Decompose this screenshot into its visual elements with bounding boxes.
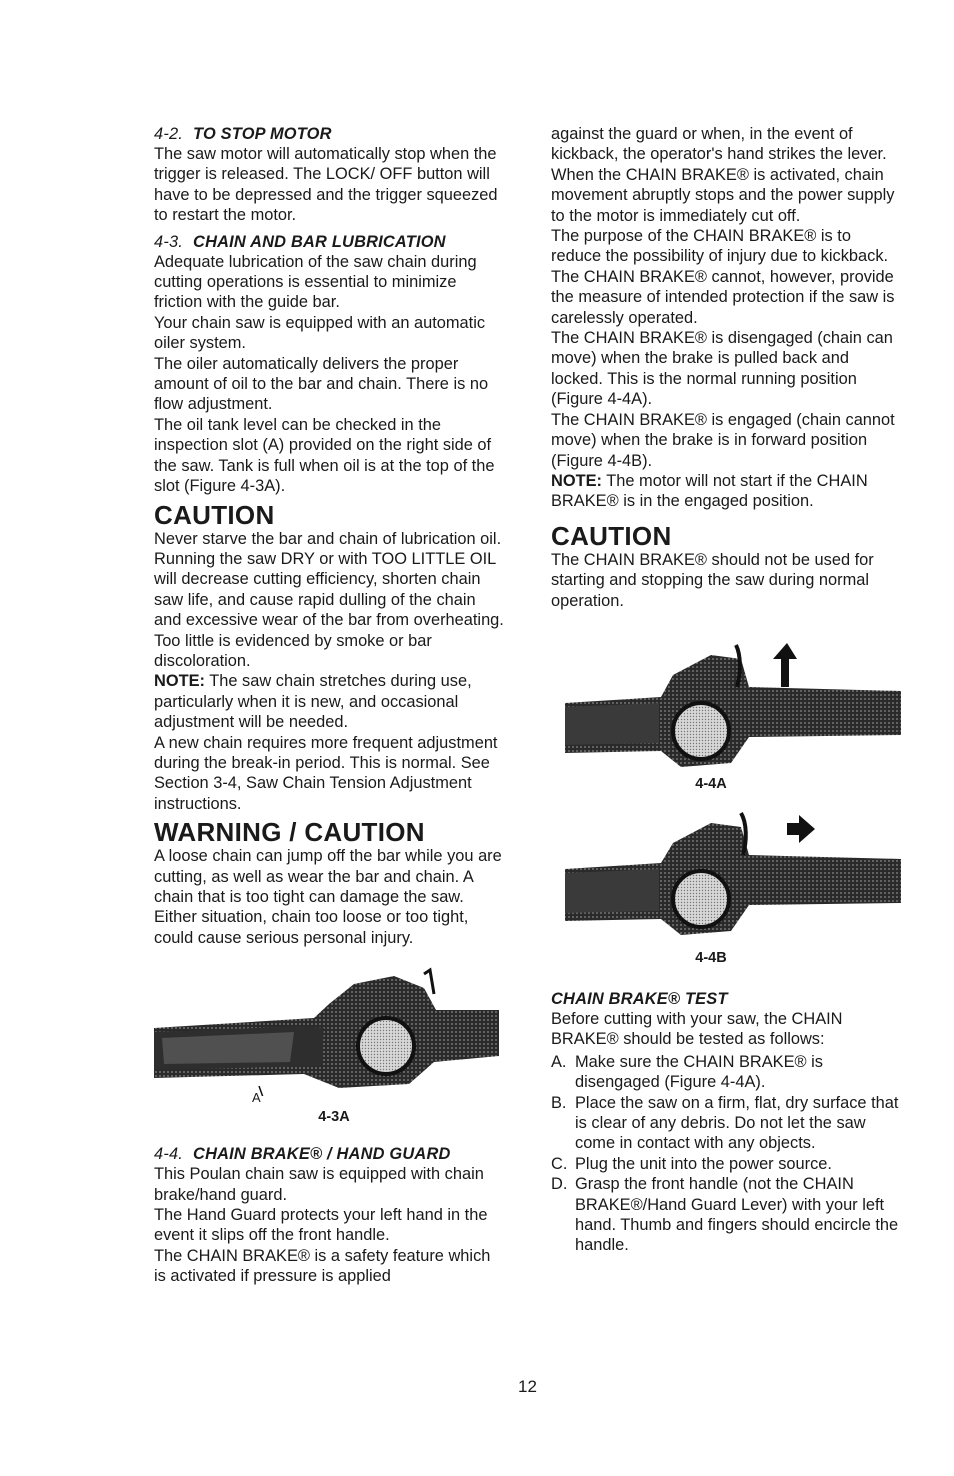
left-column xyxy=(154,124,506,1287)
list-item xyxy=(551,1154,903,1174)
note-paragraph xyxy=(154,671,506,732)
chain-brake-disengaged-illustration xyxy=(551,625,903,775)
caution-heading: CAUTION xyxy=(551,520,672,551)
test-steps-list xyxy=(551,1052,903,1256)
caution-heading: CAUTION xyxy=(154,499,275,530)
section-4-3-heading xyxy=(154,232,506,252)
note-label: NOTE: xyxy=(154,672,205,691)
step-letter: D. xyxy=(551,1175,568,1194)
section-number: 4-2. xyxy=(154,125,184,143)
list-item xyxy=(551,1052,903,1093)
figure-4-4b xyxy=(551,799,903,967)
note-paragraph xyxy=(551,471,903,512)
note-label: NOTE: xyxy=(551,471,602,490)
chain-brake-engaged-illustration xyxy=(551,799,903,949)
paragraph: The CHAIN BRAKE® is a safety feature which is activated if pressure is applied xyxy=(154,1246,491,1286)
note-text: The motor will not start if the CHAIN BRAKE® is in the engaged position. xyxy=(551,471,868,511)
figure-label: 4-3A xyxy=(318,1109,350,1126)
section-4-4-heading xyxy=(154,1144,506,1164)
paragraph: The CHAIN BRAKE® is engaged (chain cannot move) when the brake is in forward position (Figure 4-4B). xyxy=(551,410,895,470)
paragraph: The Hand Guard protects your left hand in the event it slips off the front handle. xyxy=(154,1206,488,1245)
list-item xyxy=(551,1174,903,1256)
section-number: 4-4. xyxy=(154,1145,184,1164)
step-text: Plug the unit into the power source. xyxy=(575,1154,832,1173)
section-title: CHAIN BRAKE® / HAND GUARD xyxy=(193,1145,451,1164)
figure-label: 4-4A xyxy=(695,775,727,792)
right-column xyxy=(551,124,903,1256)
chainsaw-oil-slot-illustration xyxy=(154,966,506,1096)
paragraph: The oiler automatically delivers the proper amount of oil to the bar and chain. There is no flow adjustment. xyxy=(154,354,489,414)
chain-brake-test-heading: CHAIN BRAKE® TEST xyxy=(551,989,728,1008)
paragraph: Adequate lubrication of the saw chain during cutting operations is essential to minimize friction with the guide bar. xyxy=(154,252,477,312)
paragraph: The CHAIN BRAKE® is disengaged (chain can move) when the brake is pulled back and locked. This is the normal running position (Figure 4-4A). xyxy=(551,329,893,409)
paragraph: The saw motor will automatically stop when the trigger is released. The LOCK/ OFF button will have to be depressed and the trigger squeezed to restart the motor. xyxy=(154,145,498,225)
step-letter: B. xyxy=(551,1093,567,1112)
note-text: The saw chain stretches during use, particularly when it is new, and occasional adjustment will be needed. xyxy=(154,672,472,732)
paragraph: A loose chain can jump off the bar while you are cutting, as well as wear the bar and chain. A chain that is too tight can damage the saw. Either situation, chain too loose or too tight, could cause serious personal injury. xyxy=(154,847,502,947)
paragraph: The purpose of the CHAIN BRAKE® is to reduce the possibility of injury due to kickback. The CHAIN BRAKE® cannot, however, provide the measure of intended protection if the saw is carelessly operated. xyxy=(551,227,895,327)
warning-caution-heading: WARNING / CAUTION xyxy=(154,817,425,848)
step-letter: A. xyxy=(551,1052,567,1071)
step-text: Make sure the CHAIN BRAKE® is disengaged (Figure 4-4A). xyxy=(575,1052,823,1092)
page-number: 12 xyxy=(518,1377,537,1396)
paragraph: The CHAIN BRAKE® should not be used for starting and stopping the saw during normal operation. xyxy=(551,550,874,610)
figure-4-3a xyxy=(154,966,506,1126)
list-item xyxy=(551,1093,903,1154)
section-title: TO STOP MOTOR xyxy=(193,125,332,143)
section-number: 4-3. xyxy=(154,232,184,251)
callout-a: A xyxy=(252,1090,261,1106)
paragraph: A new chain requires more frequent adjustment during the break-in period. This is normal. See Section 3-4, Saw Chain Tension Adjustment instructions. xyxy=(154,733,498,813)
paragraph: Before cutting with your saw, the CHAIN BRAKE® should be tested as follows: xyxy=(551,1009,843,1049)
step-letter: C. xyxy=(551,1154,568,1173)
step-text: Grasp the front handle (not the CHAIN BRAKE®/Hand Guard Lever) with your left hand. Thumb and fingers should encircle the handle. xyxy=(575,1175,899,1255)
step-text: Place the saw on a firm, flat, dry surface that is clear of any debris. Do not let the saw come in contact with any objects. xyxy=(575,1093,899,1153)
paragraph: against the guard or when, in the event of kickback, the operator's hand strikes the lever. When the CHAIN BRAKE® is activated, chain movement abruptly stops and the power supply to the motor is immediately cut off. xyxy=(551,125,895,225)
paragraph: Your chain saw is equipped with an automatic oiler system. xyxy=(154,313,486,353)
paragraph: This Poulan chain saw is equipped with chain brake/hand guard. xyxy=(154,1165,484,1204)
paragraph: Never starve the bar and chain of lubrication oil. Running the saw DRY or with TOO LITTLE OIL will decrease cutting efficiency, shorten chain saw life, and cause rapid dulling of the chain and excessive wear of the bar from overheating. Too little is evidenced by smoke or bar discoloration. xyxy=(154,529,504,670)
figure-label: 4-4B xyxy=(695,949,727,966)
section-title: CHAIN AND BAR LUBRICATION xyxy=(193,232,446,251)
section-4-2-heading xyxy=(154,124,506,144)
figure-4-4a xyxy=(551,625,903,793)
paragraph: The oil tank level can be checked in the inspection slot (A) provided on the right side of the saw. Tank is full when oil is at the top of the slot (Figure 4-3A). xyxy=(154,415,495,496)
